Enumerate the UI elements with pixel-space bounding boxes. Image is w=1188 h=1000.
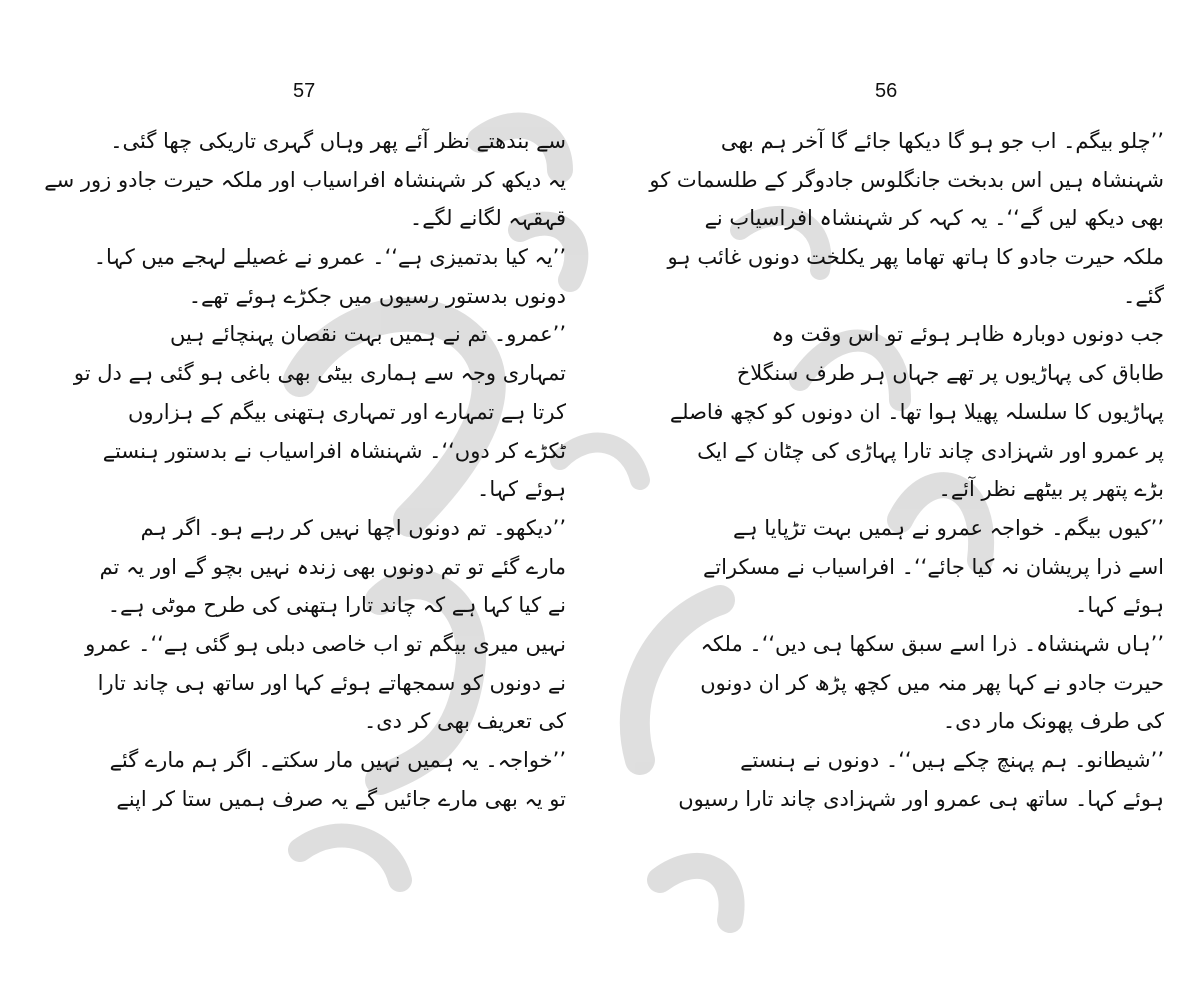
text-line: ’’عمرو۔ تم نے ہمیں بہت نقصان پہنچائے ہیں <box>169 322 566 347</box>
text-line: مارے گئے تو تم دونوں بھی زندہ نہیں بچو گے اور یہ تم <box>99 554 566 579</box>
text-line: نے کیا کہا ہے کہ چاند تارا ہتھنی کی طرح موٹی ہے۔ <box>107 593 566 618</box>
page-number-left: 57 <box>293 80 316 102</box>
text-line: اسے ذرا پریشان نہ کیا جائے‘‘۔ افراسیاب نے مسکراتے <box>702 554 1164 579</box>
page-number-right: 56 <box>875 80 898 102</box>
text-line: شہنشاہ ہیں اس بدبخت جانگلوس جادوگر کے طلسمات کو <box>649 167 1164 192</box>
text-line: ’’خواجہ۔ یہ ہمیں نہیں مار سکتے۔ اگر ہم مارے گئے <box>109 748 566 772</box>
text-line: تو یہ بھی مارے جائیں گے یہ صرف ہمیں ستا کر اپنے <box>116 786 566 811</box>
text-line: کی طرف پھونک مار دی۔ <box>942 709 1164 734</box>
text-line: تمہاری وجہ سے ہماری بیٹی بھی باغی ہو گئی ہے دل تو <box>73 361 566 386</box>
text-line: ’’دیکھو۔ تم دونوں اچھا نہیں کر رہے ہو۔ اگر ہم <box>140 515 566 540</box>
text-line: ہوئے کہا۔ ساتھ ہی عمرو اور شہزادی چاند تارا رسیوں <box>678 786 1164 811</box>
text-line: ہوئے کہا۔ <box>477 477 566 502</box>
text-line: ’’شیطانو۔ ہم پہنچ چکے ہیں‘‘۔ دونوں نے ہنستے <box>740 748 1164 772</box>
text-line: بڑے پتھر پر بیٹھے نظر آئے۔ <box>938 477 1164 502</box>
text-line: جب دونوں دوبارہ ظاہر ہوئے تو اس وقت وہ <box>771 322 1164 347</box>
text-line: نے دونوں کو سمجھاتے ہوئے کہا اور ساتھ ہی چاند تارا <box>97 670 566 695</box>
text-line: ٹکڑے کر دوں‘‘۔ شہنشاہ افراسیاب نے بدستور ہنستے <box>102 438 566 463</box>
text-line: سے بندھتے نظر آئے پھر وہاں گہری تاریکی چھا گئی۔ <box>110 129 566 153</box>
left-page-text <box>30 122 566 992</box>
text-line: ’’چلو بیگم۔ اب جو ہو گا دیکھا جائے گا آخر ہم بھی <box>720 129 1164 153</box>
text-line: پہاڑیوں کا سلسلہ پھیلا ہوا تھا۔ ان دونوں کو کچھ فاصلے <box>669 399 1164 424</box>
text-line: پر عمرو اور شہزادی چاند تارا پہاڑی کی چٹان کے ایک <box>697 438 1164 463</box>
text-line: ’’یہ کیا بدتمیزی ہے‘‘۔ عمرو نے غصیلے لہجے میں کہا۔ <box>93 245 566 270</box>
text-line: ملکہ حیرت جادو کا ہاتھ تھاما پھر یکلخت دونوں غائب ہو <box>667 245 1164 270</box>
text-line: قہقہہ لگانے لگے۔ <box>409 206 566 231</box>
right-page-text <box>628 122 1164 992</box>
text-line: نہیں میری بیگم تو اب خاصی دبلی ہو گئی ہے‘‘۔ عمرو <box>85 631 566 656</box>
text-line: ’’کیوں بیگم۔ خواجہ عمرو نے ہمیں بہت تڑپایا ہے <box>733 515 1164 540</box>
text-line: ’’ہاں شہنشاہ۔ ذرا اسے سبق سکھا ہی دیں‘‘۔ ملکہ <box>700 631 1164 656</box>
text-line: یہ دیکھ کر شہنشاہ افراسیاب اور ملکہ حیرت جادو زور سے <box>44 167 566 192</box>
text-line: کی تعریف بھی کر دی۔ <box>363 709 566 734</box>
text-line: حیرت جادو نے کہا پھر منہ میں کچھ پڑھ کر ان دونوں <box>700 670 1164 695</box>
text-line: دونوں بدستور رسیوں میں جکڑے ہوئے تھے۔ <box>188 283 566 308</box>
text-line: ہوئے کہا۔ <box>1075 593 1164 618</box>
text-line: طاباق کی پہاڑیوں پر تھے جہاں ہر طرف سنگلاخ <box>736 361 1164 386</box>
text-line: گئے۔ <box>1123 283 1164 308</box>
text-line: بھی دیکھ لیں گے‘‘۔ یہ کہہ کر شہنشاہ افراسیاب نے <box>704 206 1164 231</box>
text-line: کرتا ہے تمہارے اور تمہاری ہتھنی بیگم کے ہزاروں <box>127 399 566 424</box>
